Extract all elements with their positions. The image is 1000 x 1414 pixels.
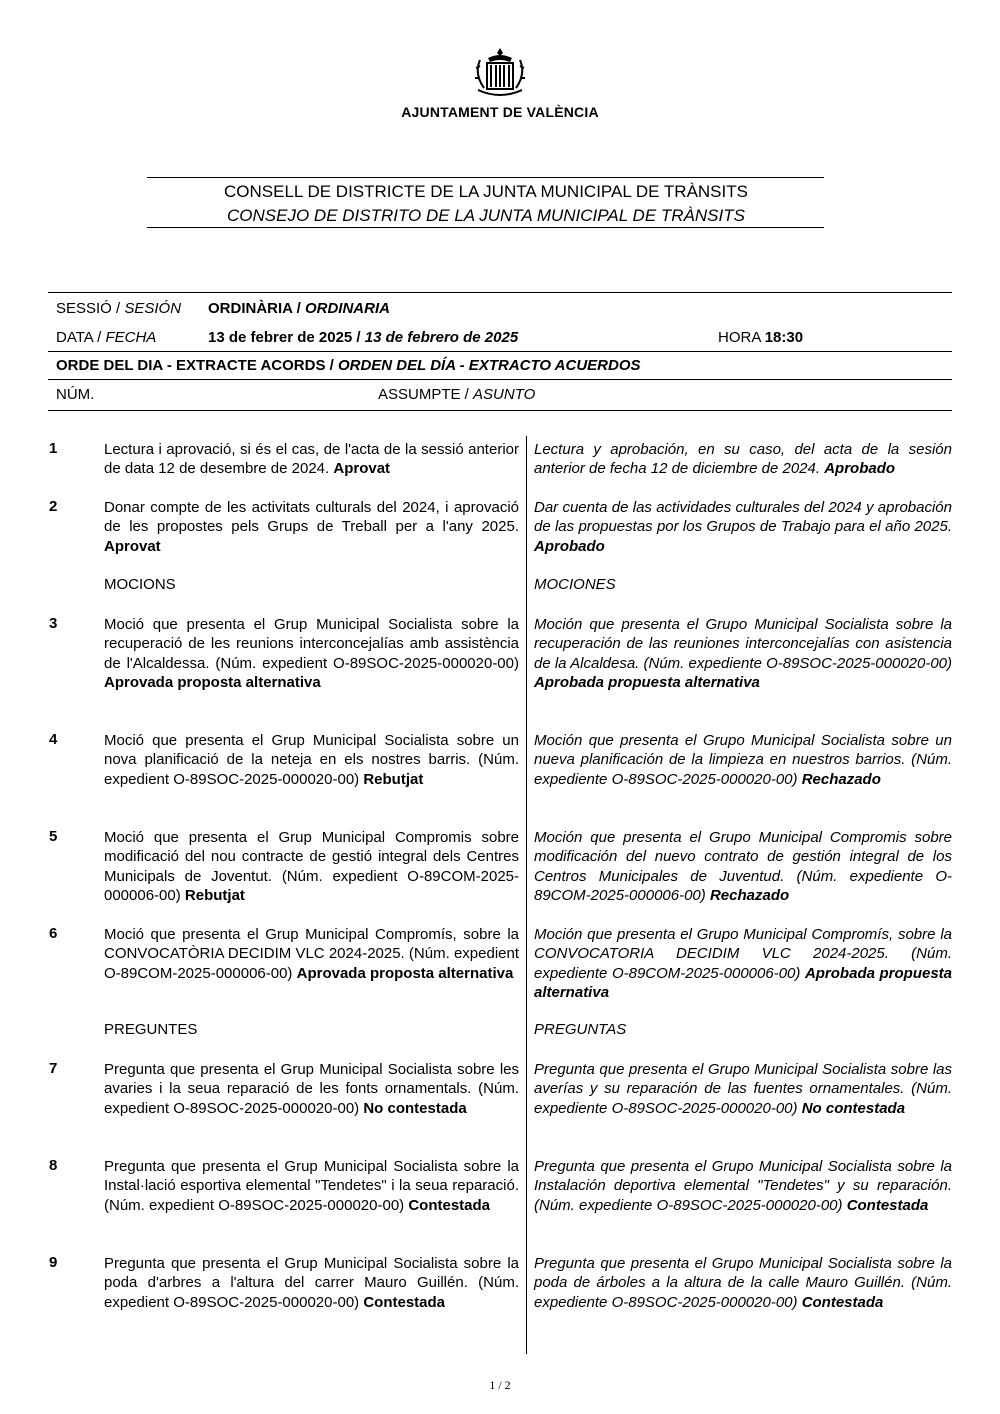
title-top-rule <box>147 177 824 178</box>
page-number: 1 / 2 <box>489 1378 511 1392</box>
category-questions-va: PREGUNTES <box>104 1021 198 1038</box>
hour: HORA 18:30 <box>718 329 804 346</box>
council-title-va: CONSELL DE DISTRICTE DE LA JUNTA MUNICIPAL DE TRÀNSITS <box>224 182 748 201</box>
organization-name: AJUNTAMENT DE VALÈNCIA <box>401 104 599 120</box>
column-divider <box>526 436 527 1354</box>
session-row <box>56 300 181 317</box>
category-motions-es: MOCIONES <box>534 576 616 593</box>
subject-column-header: ASSUMPTE / ASUNTO <box>378 386 536 403</box>
item-number: 3 <box>49 615 58 632</box>
item-number: 7 <box>49 1060 58 1077</box>
item-text-es: Dar cuenta de las actividades culturales del 2024 y aprobación de las propuestas por los Grupos de Trabajo para el año 2025. Aprobado <box>534 499 952 555</box>
session-value: ORDINÀRIA / ORDINARIA <box>208 300 390 317</box>
coat-of-arms-icon <box>470 46 530 102</box>
item-text-va: Moció que presenta el Grup Municipal Socialista sobre la recuperació de les reunions interconcejalías amb assistència de l'Alcaldessa. (Núm. expedient O-89SOC-2025-000020-00) Aprovada proposta alternativa <box>104 616 519 692</box>
date-label: DATA / FECHA <box>56 329 157 346</box>
title-bottom-rule <box>147 227 824 228</box>
session-label: SESSIÓ / SESIÓN <box>56 300 182 317</box>
agenda-top-rule <box>48 351 952 352</box>
item-text-es: Moción que presenta el Grupo Municipal Compromis sobre modificación del nuevo contrato de gestión integral de los Centros Municipales de Juventud. (Núm. expediente O-89COM-2025-000006-00) Rechazado <box>534 829 952 905</box>
item-number: 6 <box>49 925 58 942</box>
item-number: 8 <box>49 1157 58 1174</box>
category-questions-es: PREGUNTAS <box>534 1021 627 1038</box>
item-text-es: Pregunta que presenta el Grupo Municipal Socialista sobre las averías y su reparación de las fuentes ornamentales. (Núm. expediente O-89SOC-2025-000020-00) No contestada <box>534 1061 952 1117</box>
item-text-es: Moción que presenta el Grupo Municipal Socialista sobre la recuperación de las reuniones interconcejalías con asistencia de la Alcaldesa. (Núm. expediente O-89SOC-2025-000020-00) Aprobada propuesta alternativa <box>534 616 953 692</box>
date-value: 13 de febrer de 2025 / 13 de febrero de 2025 <box>208 329 519 346</box>
item-number: 2 <box>49 498 58 515</box>
agenda-title: ORDE DEL DIA - EXTRACTE ACORDS / ORDEN DEL DÍA - EXTRACTO ACUERDOS <box>56 357 641 374</box>
item-text-va: Pregunta que presenta el Grup Municipal Socialista sobre la poda d'arbres a l'altura del carrer Mauro Guillén. (Núm. expedient O-89SOC-2025-000020-00) Contestada <box>104 1255 519 1311</box>
item-text-es: Lectura y aprobación, en su caso, del acta de la sesión anterior de fecha 12 de diciembre de 2024. Aprobado <box>534 441 952 478</box>
category-motions-va: MOCIONS <box>104 576 176 593</box>
item-text-es: Moción que presenta el Grupo Municipal Compromís, sobre la CONVOCATORIA DECIDIM VLC 2024-2025. (Núm. expediente O-89COM-2025-000006-00) Aprobada propuesta alternativa <box>534 926 952 1002</box>
item-number: 4 <box>49 731 58 748</box>
item-number: 9 <box>49 1254 58 1271</box>
item-text-va: Moció que presenta el Grup Municipal Compromís, sobre la CONVOCATÒRIA DECIDIM VLC 2024-2025. (Núm. expedient O-89COM-2025-000006-00) Aprovada proposta alternativa <box>104 926 519 982</box>
item-text-va: Lectura i aprovació, si és el cas, de l'acta de la sessió anterior de data 12 de desembre de 2024. Aprovat <box>104 441 519 478</box>
agenda-bottom-rule <box>48 410 952 411</box>
item-text-es: Pregunta que presenta el Grupo Municipal Socialista sobre la Instalación deportiva elemental "Tendetes" y su reparación. (Núm. expediente O-89SOC-2025-000020-00) Contestada <box>534 1158 952 1214</box>
agenda-mid-rule <box>48 379 952 380</box>
item-text-va: Moció que presenta el Grup Municipal Socialista sobre un nova planificació de la neteja en els nostres barris. (Núm. expedient O-89SOC-2025-000020-00) Rebutjat <box>104 732 519 788</box>
item-number: 5 <box>49 828 58 845</box>
council-title-es: CONSEJO DE DISTRITO DE LA JUNTA MUNICIPAL DE TRÀNSITS <box>227 206 745 225</box>
item-number: 1 <box>49 440 58 457</box>
session-top-rule <box>48 292 952 293</box>
item-text-es: Pregunta que presenta el Grupo Municipal Socialista sobre la poda de árboles a la altura de la calle Mauro Guillén. (Núm. expediente O-89SOC-2025-000020-00) Contestada <box>534 1255 952 1311</box>
item-text-va: Donar compte de les activitats culturals del 2024, i aprovació de les propostes pels Grups de Treball per a l'any 2025. Aprovat <box>104 499 519 555</box>
item-text-va: Pregunta que presenta el Grup Municipal Socialista sobre la Instal·lació esportiva elemental "Tendetes" i la seua reparació. (Núm. expedient O-89SOC-2025-000020-00) Contestada <box>104 1158 519 1214</box>
num-column-header: NÚM. <box>56 386 95 403</box>
item-text-va: Pregunta que presenta el Grup Municipal Socialista sobre les avaries i la seua reparació de les fonts ornamentals. (Núm. expedient O-89SOC-2025-000020-00) No contestada <box>104 1061 519 1117</box>
item-text-va: Moció que presenta el Grup Municipal Compromis sobre modificació del nou contracte de gestió integral dels Centres Municipals de Joventut. (Núm. expedient O-89COM-2025-000006-00) Rebutjat <box>104 829 519 905</box>
item-text-es: Moción que presenta el Grupo Municipal Socialista sobre un nueva planificación de la limpieza en nuestros barrios. (Núm. expediente O-89SOC-2025-000020-00) Rechazado <box>534 732 952 788</box>
